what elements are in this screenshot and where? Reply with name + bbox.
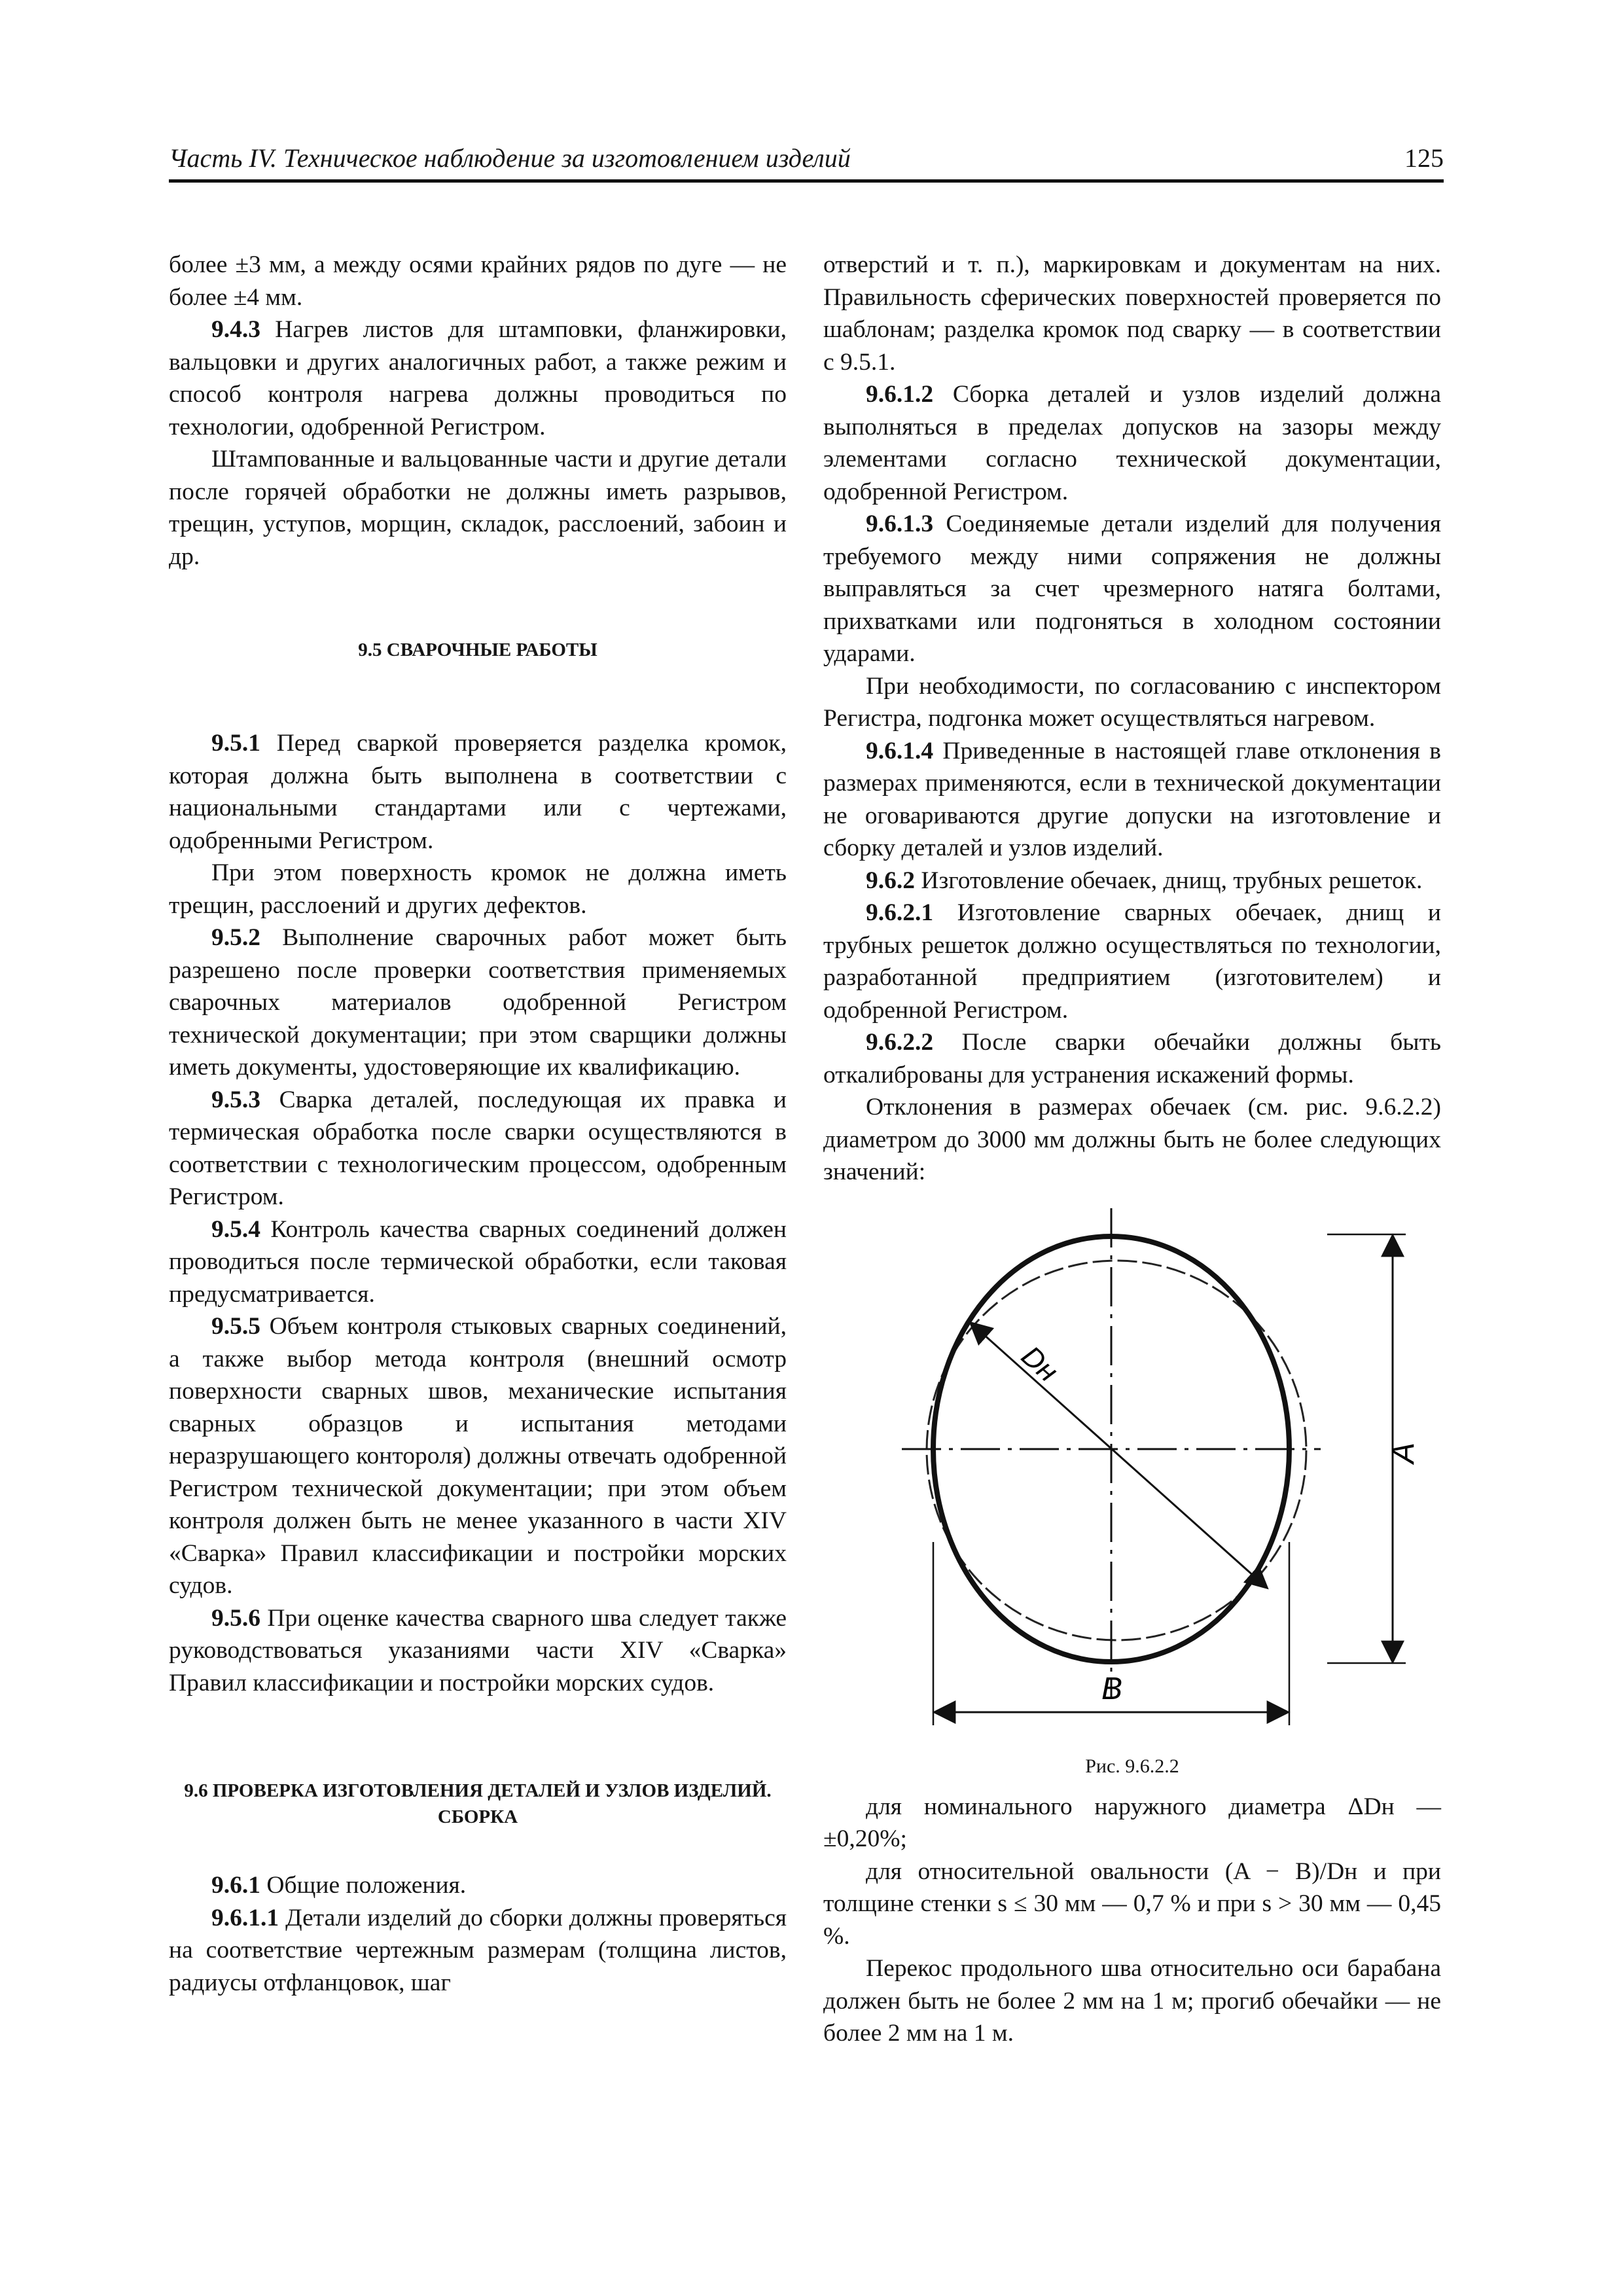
paragraph: для номинального наружного диаметра ΔDн — ±0,20%; <box>823 1793 1441 1852</box>
ovality-diagram <box>823 1202 1441 1738</box>
diameter-dimension <box>971 1323 1267 1588</box>
paragraph-9-5-4: 9.5.4 Контроль качества сварных соединений должен проводиться после термической обработки, если таковая предусматривается. <box>169 1215 787 1308</box>
dn-label: Dн <box>1015 1339 1064 1388</box>
paragraph-9-5-5: 9.5.5 Объем контроля стыковых сварных соединений, а также выбор метода контроля (внешний осмотр поверхности сварных швов, механические испытания сварных образцов и испытания методами неразрушающего конторoля) должны отвечать одобренной Регистром технической документации; при этом объем контроля должен быть не менее указанного в части XIV «Сварка» Правил классификации и постройки морских судов. <box>169 1313 787 1599</box>
paragraph-9-6-1-4: 9.6.1.4 Приведенные в настоящей главе отклонения в размерах применяются, если в технической документации не оговариваются другие допуски на изготовление и сборку деталей и узлов изделий. <box>823 737 1441 861</box>
left-column <box>169 249 787 1999</box>
figure-shell-ovality <box>823 1202 1441 1791</box>
a-label: A <box>1386 1442 1421 1463</box>
figure-caption: Рис. 9.6.2.2 <box>1085 1755 1179 1777</box>
paragraph-9-6-2-2: 9.6.2.2 После сварки обечайки должны быть откалиброваны для устранения искажений формы. <box>823 1029 1441 1088</box>
b-label: B <box>1101 1671 1123 1706</box>
paragraph: Перекос продольного шва относительно оси барабана должен быть не более 2 мм на 1 м; прогиб обечайки — не более 2 мм на 1 м. <box>823 1955 1441 2047</box>
page-number: 125 <box>1404 143 1444 173</box>
paragraph-9-5-6: 9.5.6 При оценке качества сварного шва следует также руководствоваться указаниями части XIV «Сварка» Правил классификации и постройки морских судов. <box>169 1604 787 1696</box>
paragraph: Штампованные и вальцованные части и другие детали после горячей обработки не должны иметь разрывов, трещин, уступов, морщин, складок, расслоений, забоин и др. <box>169 446 787 570</box>
paragraph-9-5-3: 9.5.3 Сварка деталей, последующая их правка и термическая обработка после сварки осуществляются в соответствии с технологическим процессом, одобренным Регистром. <box>169 1086 787 1210</box>
right-column <box>823 249 1441 2050</box>
paragraph: отверстий и т. п.), маркировкам и документам на них. Правильность сферических поверхностей проверяется по шаблонам; разделка кромок под сварку — в соответствии с 9.5.1. <box>823 251 1441 376</box>
paragraph: более ±3 мм, а между осями крайних рядов по дуге — не более ±4 мм. <box>169 251 787 311</box>
paragraph-9-6-2: 9.6.2 Изготовление обечаек, днищ, трубных решеток. <box>866 867 1423 894</box>
paragraph: Отклонения в размерах обечаек (см. рис. 9.6.2.2) диаметром до 3000 мм должны быть не более следующих значений: <box>823 1094 1441 1185</box>
paragraph-9-6-1-2: 9.6.1.2 Сборка деталей и узлов изделий должна выполняться в пределах допусков на зазоры между элементами согласно технической документации, одобренной Регистром. <box>823 381 1441 505</box>
paragraph-9-5-2: 9.5.2 Выполнение сварочных работ может быть разрешено после проверки соответствия применяемых сварочных материалов одобренной Регистром технической документации; при этом сварщики должны иметь документы, удостоверяющие их квалификацию. <box>169 924 787 1081</box>
section-heading-9-5: 9.5 СВАРОЧНЫЕ РАБОТЫ <box>358 639 597 660</box>
running-title: Часть IV. Техническое наблюдение за изготовлением изделий <box>169 143 851 173</box>
paragraph: для относительной овальности (A − B)/Dн и при толщине стенки s ≤ 30 мм — 0,7 % и при s > 30 мм — 0,45 %. <box>823 1857 1441 1950</box>
paragraph-9-5-1: 9.5.1 Перед сваркой проверяется разделка кромок, которая должна быть выполнена в соответствии с национальными стандартами или с чертежами, одобренными Регистром. <box>169 730 787 854</box>
paragraph-9-4-3: 9.4.3 Нагрев листов для штамповки, фланжировки, вальцовки и других аналогичных работ, а также режим и способ контроля нагрева должны проводиться по технологии, одобренной Регистром. <box>169 316 787 440</box>
paragraph-9-6-1-1: 9.6.1.1 Детали изделий до сборки должны проверяться на соответствие чертежным размерам (толщина листов, радиусы отфланцовок, шаг <box>169 1904 787 1996</box>
paragraph-9-6-2-1: 9.6.2.1 Изготовление сварных обечаек, днищ и трубных решеток должно осуществляться по технологии, разработанной предприятием (изготовителем) и одобренной Регистром. <box>823 899 1441 1024</box>
paragraph: При необходимости, по согласованию с инспектором Регистра, подгонка может осуществляться нагревом. <box>823 672 1441 732</box>
paragraph-9-6-1-3: 9.6.1.3 Соединяемые детали изделий для получения требуемого между ними сопряжения не должны выправляться за счет чрезмерного натяга болтами, прихватками или подгоняться в холодном состоянии ударами. <box>823 511 1441 667</box>
paragraph: При этом поверхность кромок не должна иметь трещин, расслоений и других дефектов. <box>169 859 787 919</box>
section-heading-9-6: 9.6 ПРОВЕРКА ИЗГОТОВЛЕНИЯ ДЕТАЛЕЙ И УЗЛОВ ИЗДЕЛИЙ. СБОРКА <box>184 1780 772 1827</box>
paragraph-9-6-1: 9.6.1 Общие положения. <box>211 1872 467 1899</box>
page-header <box>169 143 1444 183</box>
